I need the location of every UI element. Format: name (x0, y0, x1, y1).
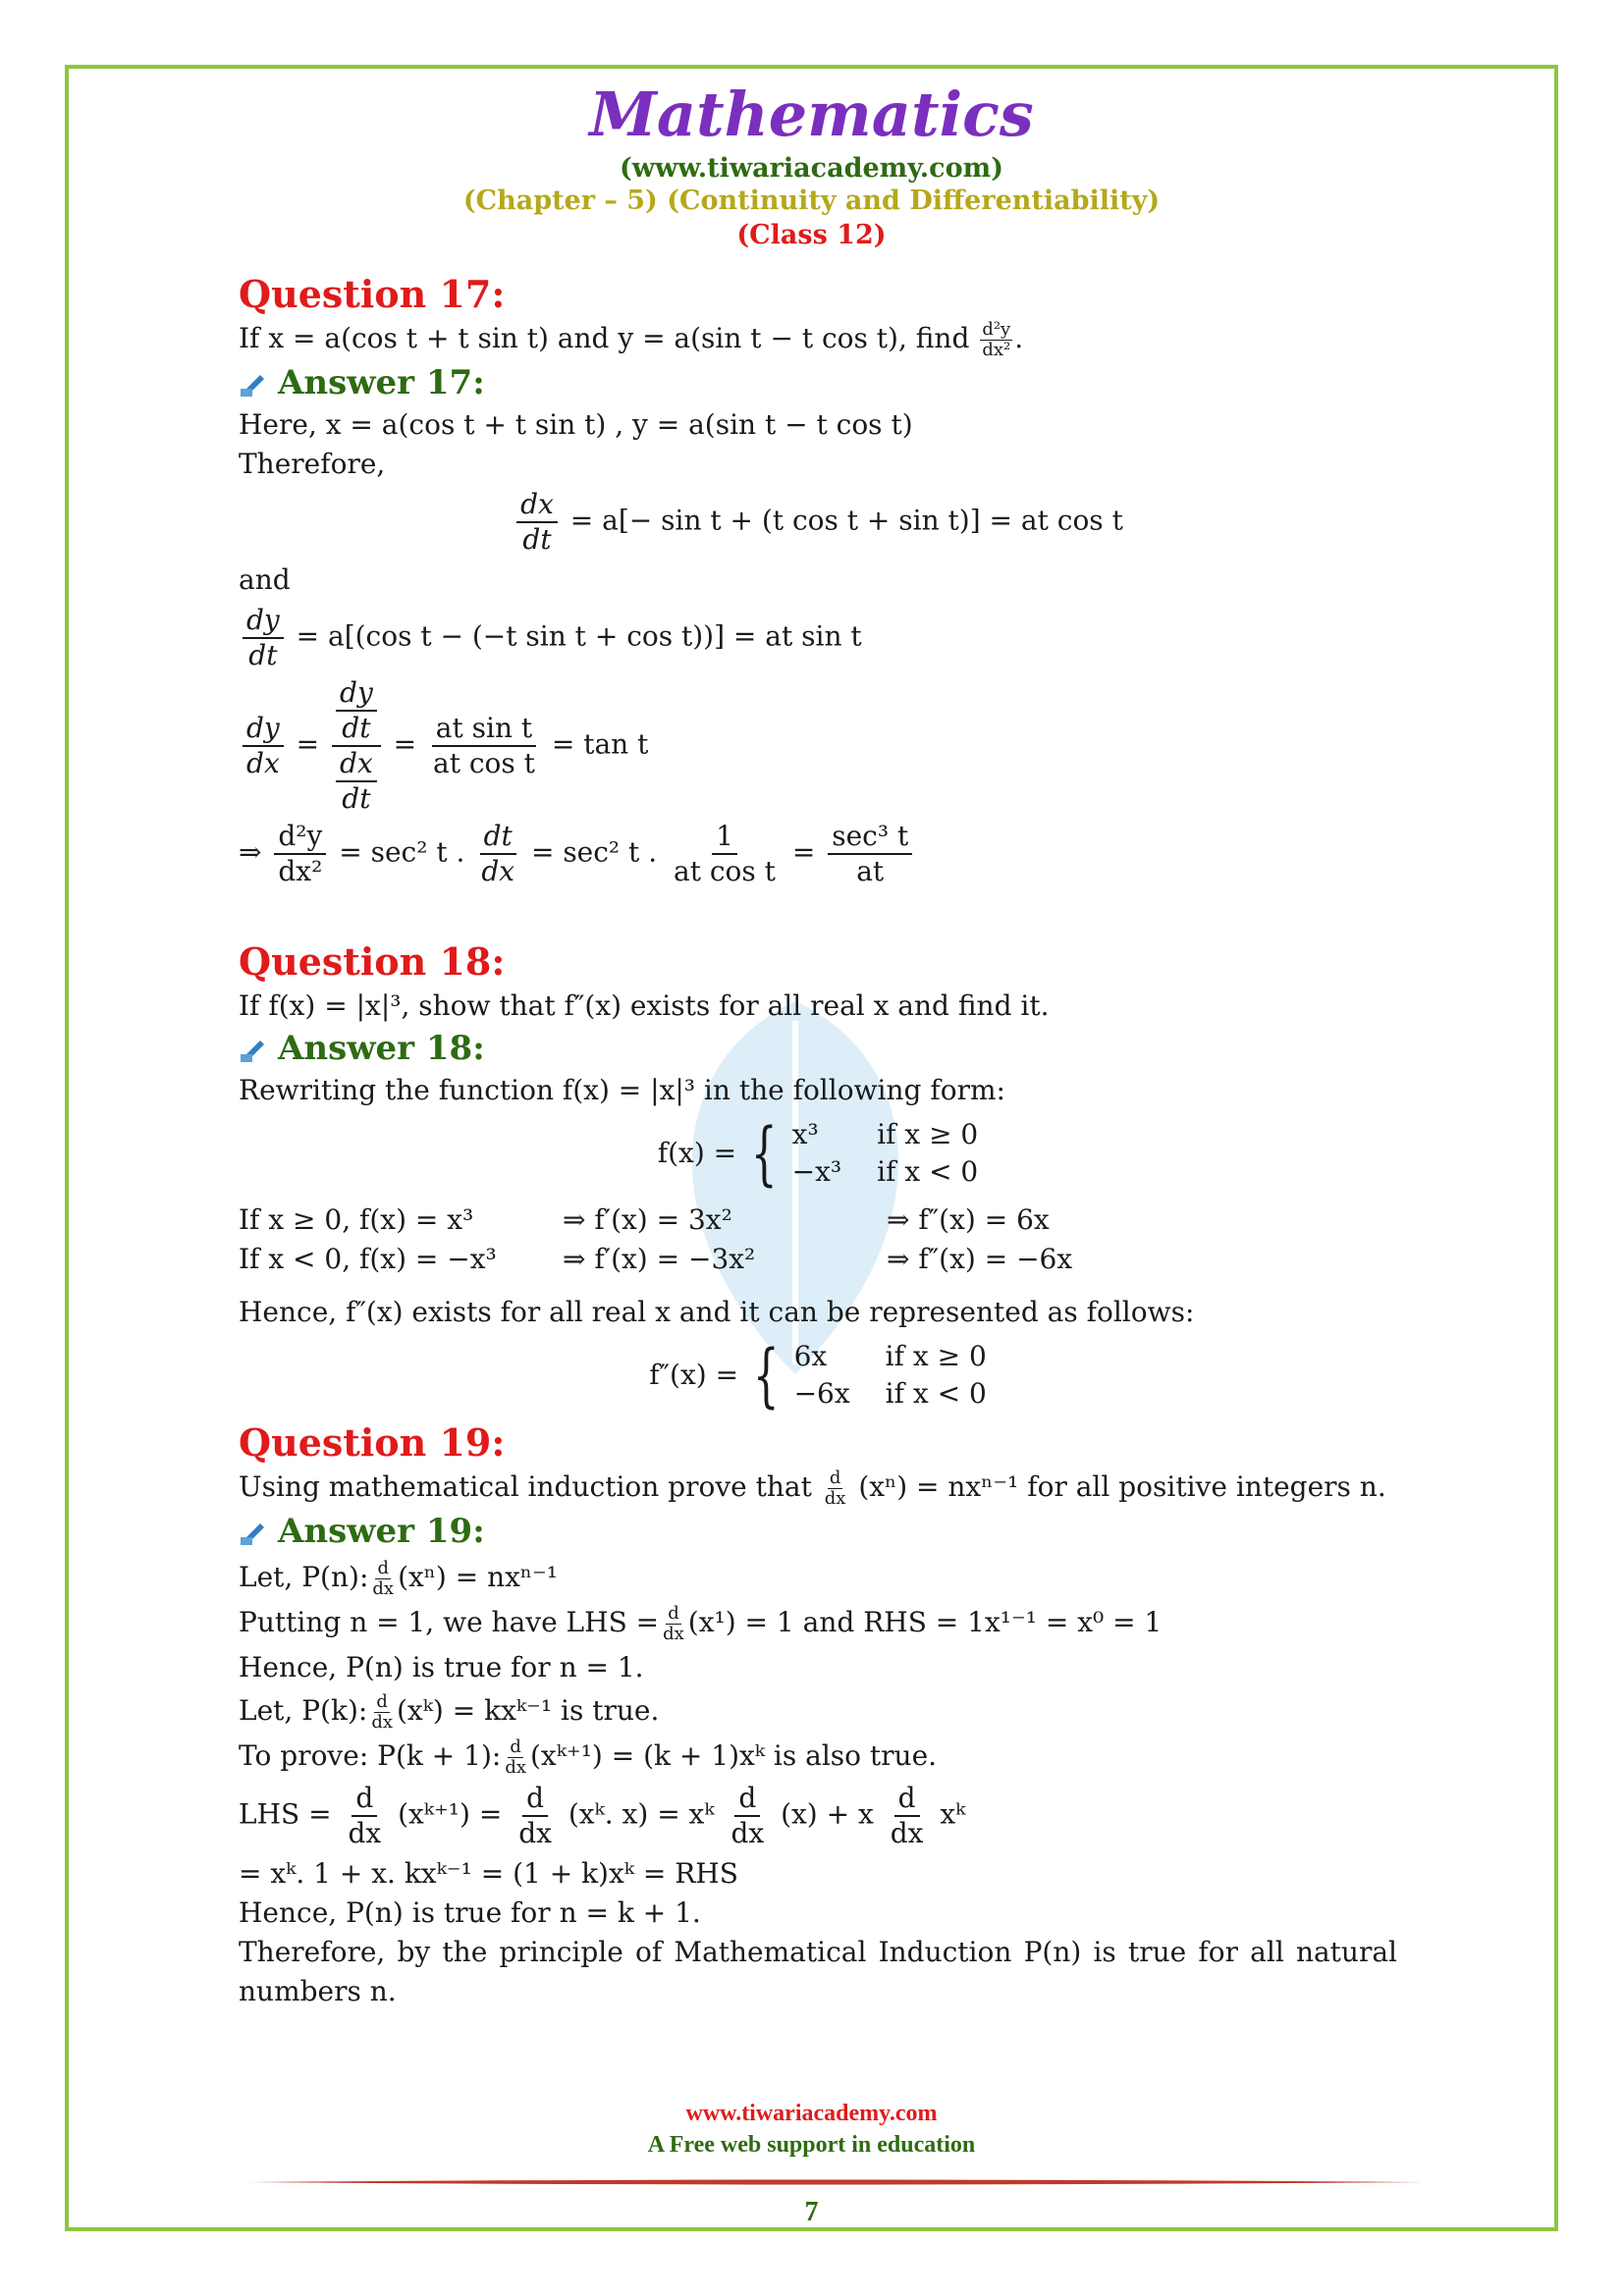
answer-19-label: Answer 19: (278, 1512, 485, 1551)
cases-f: x³ if x ≥ 0 −x³ if x < 0 (791, 1118, 979, 1188)
question-19-heading: Question 19: (239, 1420, 506, 1465)
brace-icon: { (752, 1335, 780, 1415)
piecewise-f (239, 1113, 1397, 1194)
derivative-row-2: If x < 0, f(x) = −x³ ⇒ f′(x) = −3x² ⇒ f″(x) = −6x (239, 1243, 1073, 1275)
answer-19-heading (239, 1509, 1397, 1554)
answer-19-l8: Hence, P(n) is true for n = k + 1. (239, 1896, 701, 1929)
answer-19-l4: Let, P(k): $\frac{d}{dx}$ (xᵏ) = kxᵏ⁻¹ is true. (239, 1691, 660, 1733)
answer-19-l1: Let, P(n): $\frac{d}{dx}$ (xⁿ) = nxⁿ⁻¹ (239, 1558, 559, 1599)
header-site: (www.tiwariacademy.com) (620, 153, 1003, 184)
question-19-text: Using mathematical induction prove that $\frac{d}{dx}$ (xⁿ) = nxⁿ⁻¹ for all positive integers n. (239, 1468, 1386, 1509)
eq3-rhs: = tan t (551, 727, 649, 761)
answer-18-label: Answer 18: (278, 1029, 485, 1068)
footer-divider (245, 2179, 1424, 2185)
answer-19-l9: Therefore, by the principle of Mathematical Induction P(n) is true for all natural numbers n. (239, 1936, 1397, 2007)
dt-dx-fraction: $\frac{dt}{dx}$ (481, 820, 515, 887)
answer-19-l6: LHS = $\frac{d}{dx}$ (xᵏ⁺¹) = $\frac{d}{dx}$ (xᵏ. x) = xᵏ $\frac{d}{dx}$ (x) + x $\frac{d}{dx}$ xᵏ (239, 1782, 966, 1849)
pen-icon (239, 1035, 268, 1062)
answer-18-line2: Hence, f″(x) exists for all real x and it can be represented as follows: (239, 1296, 1195, 1328)
cases-fpp: 6x if x ≥ 0 −6x if x < 0 (793, 1340, 987, 1410)
answer-19-l2: Putting n = 1, we have LHS = $\frac{d}{dx}$ (x¹) = 1 and RHS = 1x¹⁻¹ = x⁰ = 1 (239, 1603, 1163, 1644)
answer-18-heading (239, 1026, 1397, 1071)
answer-17-label: Answer 17: (278, 363, 485, 402)
pen-icon (239, 1518, 268, 1545)
pen-icon (239, 369, 268, 397)
answer-17-heading (239, 360, 1397, 405)
answer-17-eq4: ⇒ $\frac{\text{d²y}}{\text{dx²}}$ = sec² t . $\frac{dt}{dx}$ = sec² t . $\frac{1}{\text{at cos t}}$ = $\frac{\text{sec³ t}}{at}$ (239, 820, 1397, 888)
answer-17-eq3: $\frac{dy}{dx}$ = $\frac{\frac{dy}{dt}}{\frac{dx}{dt}}$ = $\frac{\text{at sin t}}{\text{at cos t}}$ = tan t (239, 676, 1397, 816)
brace-icon: { (751, 1113, 778, 1194)
sec3-over-at-fraction: $\frac{\text{sec³ t}}{at}$ (828, 820, 912, 888)
compound-fraction: $\frac{\frac{dy}{dt}}{\frac{dx}{dt}}$ (332, 676, 381, 816)
d2y-dx2-fraction (980, 320, 1012, 360)
eq4-mid: = sec² t . (339, 835, 465, 869)
answer-17-eq2 (239, 604, 1397, 672)
d2y-dx2-big-fraction: $\frac{\text{d²y}}{\text{dx²}}$ (274, 820, 326, 888)
header-class: (Class 12) (736, 220, 887, 250)
answer-19-l7: = xᵏ. 1 + x. kxᵏ⁻¹ = (1 + k)xᵏ = RHS (239, 1857, 738, 1890)
answer-17-eq1 (239, 488, 1397, 557)
dy-dx-fraction: $\frac{dy}{dx}$ (243, 712, 284, 780)
one-over-atcos-fraction: $\frac{1}{\text{at cos t}}$ (674, 820, 776, 887)
derivative-row-1: If x ≥ 0, f(x) = x³ ⇒ f′(x) = 3x² ⇒ f″(x) = 6x (239, 1203, 1050, 1236)
fx-label: f(x) = (657, 1137, 737, 1169)
question-18-text: If f(x) = |x|³, show that f″(x) exists for all real x and find it. (239, 989, 1050, 1022)
eq4-mid2: = sec² t . (530, 835, 658, 869)
footer-site: www.tiwariacademy.com (685, 2101, 938, 2126)
eq2-rhs: = a[(cos t − (−t sin t + cos t))] = at sin t (296, 619, 862, 653)
answer-17-line1: Here, x = a(cos t + t sin t) , y = a(sin t − t cos t) (239, 408, 913, 441)
fpp-label: f″(x) = (649, 1359, 739, 1391)
answer-19-l5: To prove: P(k + 1): $\frac{d}{dx}$ (xᵏ⁺¹) = (k + 1)xᵏ is also true. (239, 1736, 938, 1778)
footer-tagline: A Free web support in education (647, 2132, 976, 2158)
header-chapter: (Chapter – 5) (Continuity and Differentiability) (462, 186, 1161, 216)
answer-17-line2: Therefore, (239, 448, 386, 480)
eq1-rhs: = a[− sin t + (t cos t + sin t)] = at cos t (569, 504, 1123, 537)
question-18-heading: Question 18: (239, 939, 506, 984)
question-17-text: If x = a(cos t + t sin t) and y = a(sin t − t cos t), find $\frac{\text{d²y}}{\text{dx²}}$ . (239, 319, 1024, 360)
answer-19-l3: Hence, P(n) is true for n = 1. (239, 1651, 644, 1683)
sin-cos-fraction: $\frac{\text{at sin t}}{\text{at cos t}}$ (433, 712, 535, 779)
page-number: 7 (804, 2197, 819, 2227)
content (239, 270, 1397, 2011)
answer-17-and: and (239, 563, 291, 596)
dy-dt-fraction: $\frac{dy}{dt}$ (243, 604, 284, 672)
answer-18-line1: Rewriting the function f(x) = |x|³ in the following form: (239, 1074, 1005, 1106)
question-17-text-a: If x = a(cos t + t sin t) and y = a(sin t − t cos t), find (239, 322, 970, 354)
piecewise-fpp (239, 1335, 1397, 1415)
frac-den: dx² (982, 340, 1011, 360)
page-title: Mathematics (589, 79, 1034, 150)
dx-dt-fraction: $\frac{dx}{dt}$ (516, 488, 558, 557)
question-17-heading: Question 17: (239, 272, 506, 316)
frac-num: d²y (982, 319, 1011, 340)
